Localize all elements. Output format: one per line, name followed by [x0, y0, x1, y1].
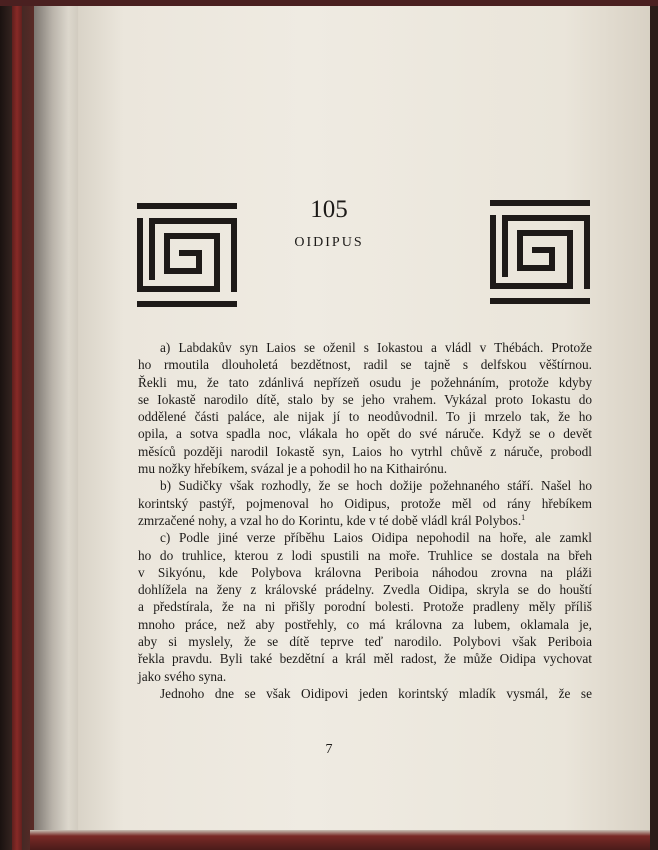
cover-bottom-edge — [30, 830, 650, 850]
page-gutter — [34, 4, 80, 834]
text-line — [138, 460, 592, 477]
text-line — [138, 650, 592, 667]
text-line-content: korintský pastýř, pojmenoval ho Oidipus, protože měl od rány hřebíkem — [138, 495, 592, 511]
text-line-content: zmrzačené nohy, a vzal ho do Korintu, kde v té době vládl král Polybos. — [138, 512, 522, 528]
text-line — [138, 495, 592, 512]
text-line-content: b) Sudičky však rozhodly, že se hoch dožije požehnaného stáří. Našel ho — [160, 478, 592, 494]
body-text — [138, 339, 592, 702]
text-line-content: Řekli mu, že tato zdánlivá nepřízeň osudu je požehnáním, protože kdyby — [138, 374, 592, 390]
text-line — [138, 547, 592, 564]
text-line-content: v Sikyónu, kde Polybova královna Periboia náhodou zrovna na pláži — [138, 564, 592, 580]
text-line — [138, 425, 592, 442]
text-line — [138, 529, 592, 546]
text-line-content: a) Labdakův syn Laios se oženil s Iokastou a vládl v Thébách. Protože — [160, 340, 592, 355]
text-line-content: mu nožky hřebíkem, svázal je a pohodil ho na Kithairónu. — [138, 461, 448, 477]
text-line — [138, 581, 592, 598]
text-line-content: ho rmoutila dlouholetá bezdětnost, radil se tajně s delfskou věštírnou. — [138, 357, 592, 373]
chapter-number: 105 — [310, 196, 348, 223]
text-line-content: řekla pravdu. Byli také bezdětní a král měl radost, že může Oidipa vychovat — [138, 651, 592, 667]
text-line — [138, 443, 592, 460]
text-line — [138, 374, 592, 391]
text-line-content: opila, a sotva spadla noc, vlákala ho opět do své náruče. Když se o devět — [138, 426, 592, 442]
text-line-content: Jednoho dne se však Oidipovi jeden korintský mladík vysmál, že se — [160, 685, 592, 701]
text-line — [138, 685, 592, 702]
text-line-content: dohlížela na ženy z královské prádelny. Zvedla Oidipa, skryla se do houští — [138, 582, 592, 598]
text-line-content: ho do truhlice, kterou z lodi spustili na moře. Truhlice se dostala na břeh — [138, 547, 592, 563]
text-line — [138, 339, 592, 356]
text-line — [138, 668, 592, 685]
text-line-content: měsíců později narodil Iokastě syn, Laios ho vytrhl chůvě z náruče, probodl — [138, 443, 592, 459]
text-line — [138, 356, 592, 373]
text-line — [138, 564, 592, 581]
text-line — [138, 598, 592, 615]
text-line-content: a předstírala, že na ni přišly porodní bolesti. Protože pradleny měly příliš — [138, 599, 592, 615]
text-line-content: c) Podle jiné verze příběhu Laios Oidipa nepohodil na hoře, ale zamkl — [160, 530, 592, 546]
text-line-content: oddělené části paláce, ale nijak jí to neodůvodnil. To ji mrzelo tak, že ho — [138, 409, 592, 425]
text-line — [138, 512, 592, 529]
text-line — [138, 408, 592, 425]
footnote-marker: 1 — [521, 512, 526, 522]
text-line — [138, 477, 592, 494]
text-line-content: se Iokastě narodilo dítě, stalo by se jeho vrahem. Vykázal proto Iokastu do — [138, 391, 592, 407]
text-line-content: aby si myslely, že se dítě teprve teď narodilo. Polybovi však Periboia — [138, 634, 592, 650]
chapter-title: OIDIPUS — [294, 235, 364, 250]
text-line — [138, 616, 592, 633]
page-number: 7 — [325, 742, 333, 757]
text-line-content: jako svého syna. — [138, 668, 227, 684]
cover-top-edge — [0, 0, 658, 6]
text-line-content: mnoho práce, než aby postřehly, co má královna za lubem, oklamala je, — [138, 616, 592, 632]
text-line — [138, 391, 592, 408]
text-line — [138, 633, 592, 650]
book-cover-edge — [12, 0, 22, 850]
